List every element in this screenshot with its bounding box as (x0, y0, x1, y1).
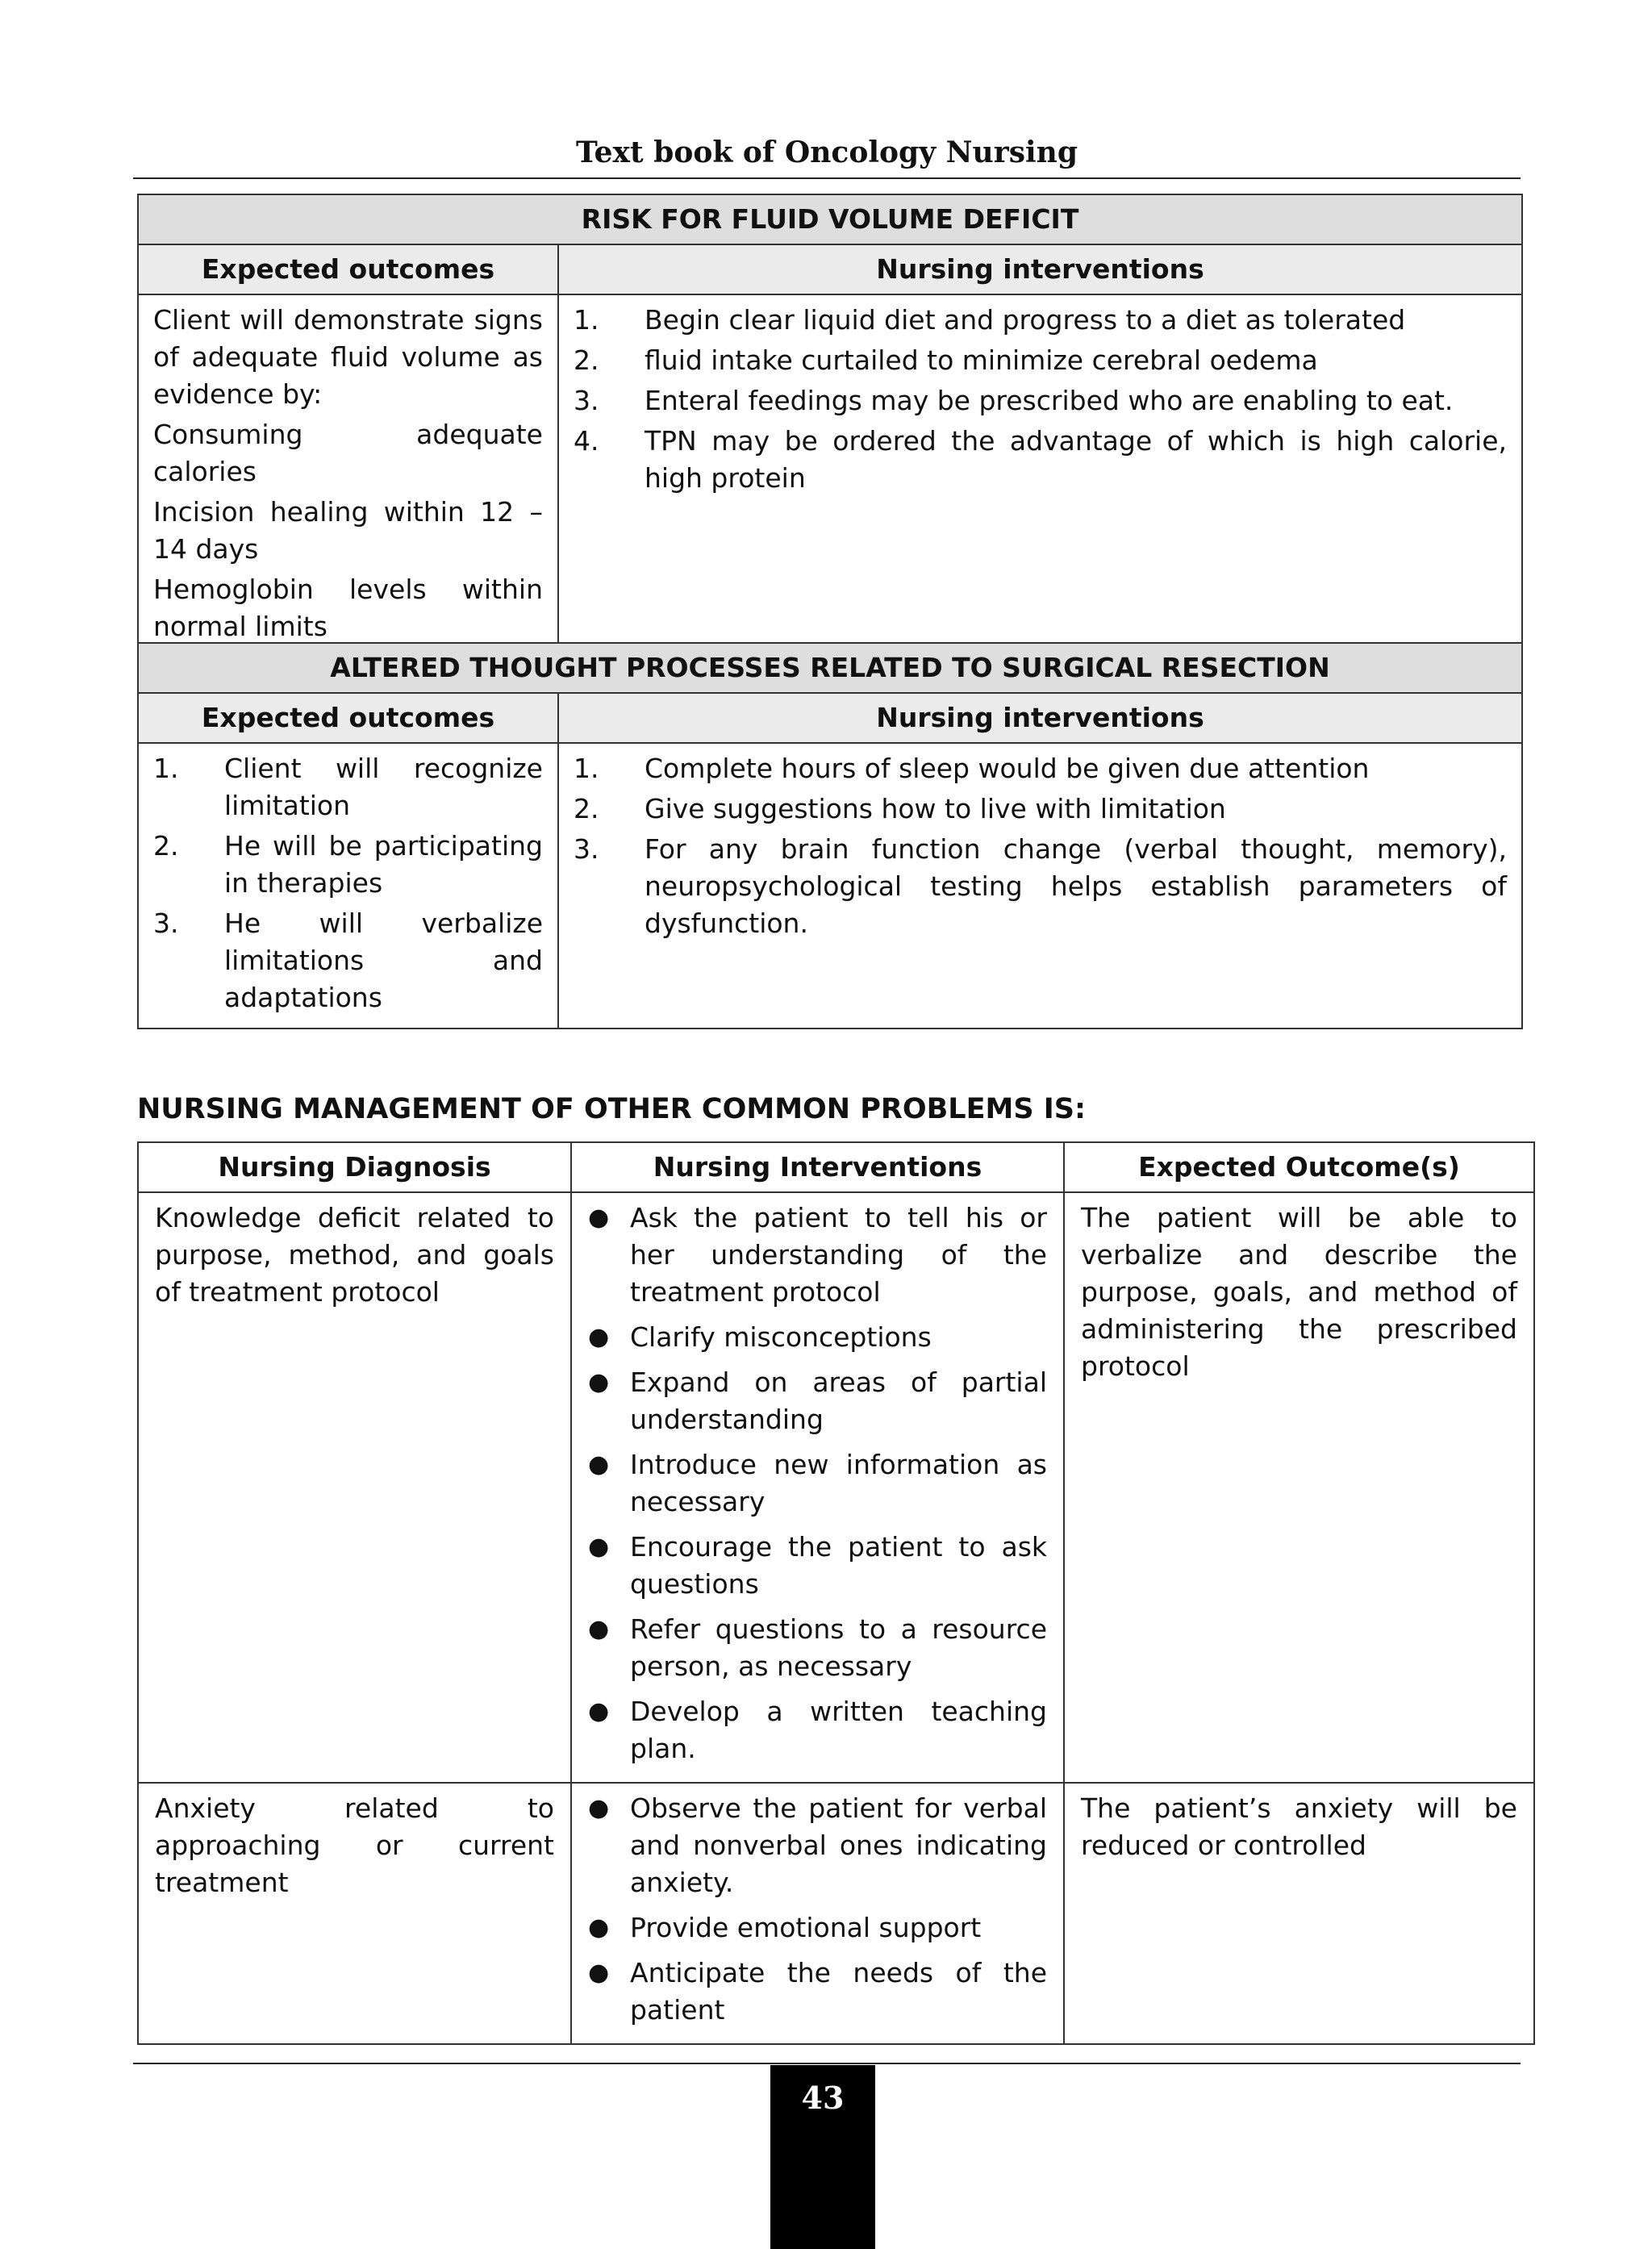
list-item (153, 905, 543, 1016)
thought-processes-table (137, 642, 1523, 1029)
table-row (138, 1783, 1534, 2044)
item-number: 2. (574, 344, 599, 376)
bullet-icon: ● (588, 1794, 610, 1822)
nursing-management-table (137, 1141, 1535, 2045)
item-text: Ask the patient to tell his or her understanding of the treatment protocol (630, 1202, 1047, 1308)
list-item (574, 831, 1507, 942)
item-text: fluid intake curtailed to minimize cerebral oedema (645, 344, 1318, 376)
bullet-icon: ● (588, 1533, 610, 1561)
footer-rule (133, 2063, 1521, 2064)
list-item (574, 382, 1507, 419)
item-text: Introduce new information as necessary (630, 1449, 1047, 1517)
list-item (588, 1446, 1047, 1521)
list-item (574, 750, 1507, 787)
interventions-list (574, 750, 1507, 942)
table-title: RISK FOR FLUID VOLUME DEFICIT (138, 194, 1522, 244)
list-item (588, 1611, 1047, 1685)
list-item (574, 423, 1507, 497)
item-text: Give suggestions how to live with limitation (645, 793, 1226, 824)
section-heading: NURSING MANAGEMENT OF OTHER COMMON PROBLEMS IS: (137, 1093, 1086, 1125)
item-text: He will be participating in therapies (224, 830, 543, 899)
column-header-interventions: Nursing interventions (558, 244, 1522, 294)
diagnosis-text: Anxiety related to approaching or current treatment (155, 1792, 554, 1898)
page-number: 43 (770, 2065, 875, 2249)
item-number: 4. (574, 425, 599, 457)
column-header-interventions: Nursing Interventions (571, 1142, 1064, 1192)
item-text: He will verbalize limitations and adaptations (224, 908, 543, 1013)
item-number: 3. (574, 833, 599, 865)
list-item (588, 1319, 1047, 1356)
item-number: 1. (153, 753, 179, 784)
interventions-list (588, 1200, 1047, 1767)
interventions-cell (558, 743, 1522, 1029)
list-item (588, 1909, 1047, 1946)
item-number: 2. (153, 830, 179, 862)
list-item (588, 1790, 1047, 1901)
item-number: 1. (574, 753, 599, 784)
table-row (138, 1192, 1534, 1783)
bullet-icon: ● (588, 1959, 610, 1987)
bullet-icon: ● (588, 1204, 610, 1232)
item-text: TPN may be ordered the advantage of which is high calorie, high protein (645, 425, 1507, 494)
outcomes-list (153, 750, 543, 1016)
list-item (588, 1693, 1047, 1767)
column-header-outcomes: Expected outcomes (138, 244, 558, 294)
bullet-icon: ● (588, 1913, 610, 1942)
list-item (574, 791, 1507, 828)
bullet-icon: ● (588, 1368, 610, 1396)
outcome-cell (1064, 1783, 1534, 2044)
list-item (153, 750, 543, 824)
outcome-text: Client will demonstrate signs of adequate fluid volume as evidence by: (153, 304, 543, 410)
outcome-text: The patient will be able to verbalize and describe the purpose, goals, and method of administering the prescribed protocol (1081, 1202, 1517, 1382)
item-text: Begin clear liquid diet and progress to a diet as tolerated (645, 304, 1406, 336)
item-text: Clarify misconceptions (630, 1321, 932, 1353)
diagnosis-cell (138, 1192, 571, 1783)
outcome-text: Incision healing within 12 – 14 days (153, 496, 543, 565)
interventions-list (588, 1790, 1047, 2029)
column-header-outcomes: Expected outcomes (138, 693, 558, 743)
header-rule (133, 177, 1521, 179)
bullet-icon: ● (588, 1697, 610, 1725)
item-text: Encourage the patient to ask questions (630, 1531, 1047, 1600)
interventions-list (574, 302, 1507, 497)
outcomes-cell (138, 294, 558, 654)
interventions-cell (571, 1783, 1064, 2044)
item-text: Enteral feedings may be prescribed who are enabling to eat. (645, 385, 1454, 416)
item-text: Refer questions to a resource person, as necessary (630, 1613, 1047, 1682)
table-row (138, 743, 1522, 1029)
list-item (574, 302, 1507, 339)
list-item (588, 1364, 1047, 1438)
list-item (153, 828, 543, 902)
item-text: Client will recognize limitation (224, 753, 543, 821)
interventions-cell (558, 294, 1522, 654)
outcomes-cell (138, 743, 558, 1029)
item-number: 2. (574, 793, 599, 824)
item-text: Observe the patient for verbal and nonverbal ones indicating anxiety. (630, 1792, 1047, 1898)
outcome-text: Hemoglobin levels within normal limits (153, 574, 543, 642)
diagnosis-cell (138, 1783, 571, 2044)
item-number: 1. (574, 304, 599, 336)
bullet-icon: ● (588, 1450, 610, 1479)
running-head: Text book of Oncology Nursing (575, 136, 1078, 169)
column-header-outcome: Expected Outcome(s) (1064, 1142, 1534, 1192)
bullet-icon: ● (588, 1615, 610, 1643)
item-text: Expand on areas of partial understanding (630, 1367, 1047, 1435)
list-item (588, 1200, 1047, 1311)
column-header-interventions: Nursing interventions (558, 693, 1522, 743)
outcome-cell (1064, 1192, 1534, 1783)
outcome-text: The patient’s anxiety will be reduced or controlled (1081, 1792, 1517, 1861)
bullet-icon: ● (588, 1323, 610, 1351)
outcome-text: Consuming adequate calories (153, 419, 543, 487)
table-row (138, 294, 1522, 654)
table-title: ALTERED THOUGHT PROCESSES RELATED TO SURGICAL RESECTION (138, 643, 1522, 693)
diagnosis-text: Knowledge deficit related to purpose, method, and goals of treatment protocol (155, 1202, 554, 1308)
list-item (574, 342, 1507, 379)
list-item (588, 1529, 1047, 1603)
fluid-volume-table (137, 194, 1523, 655)
item-number: 3. (153, 908, 179, 939)
item-text: For any brain function change (verbal thought, memory), neuropsychological testing helps establish parameters of dysfunction. (645, 833, 1507, 939)
item-number: 3. (574, 385, 599, 416)
column-header-diagnosis: Nursing Diagnosis (138, 1142, 571, 1192)
interventions-cell (571, 1192, 1064, 1783)
item-text: Provide emotional support (630, 1912, 982, 1943)
item-text: Complete hours of sleep would be given due attention (645, 753, 1370, 784)
list-item (588, 1955, 1047, 2029)
item-text: Anticipate the needs of the patient (630, 1957, 1047, 2026)
item-text: Develop a written teaching plan. (630, 1696, 1047, 1764)
